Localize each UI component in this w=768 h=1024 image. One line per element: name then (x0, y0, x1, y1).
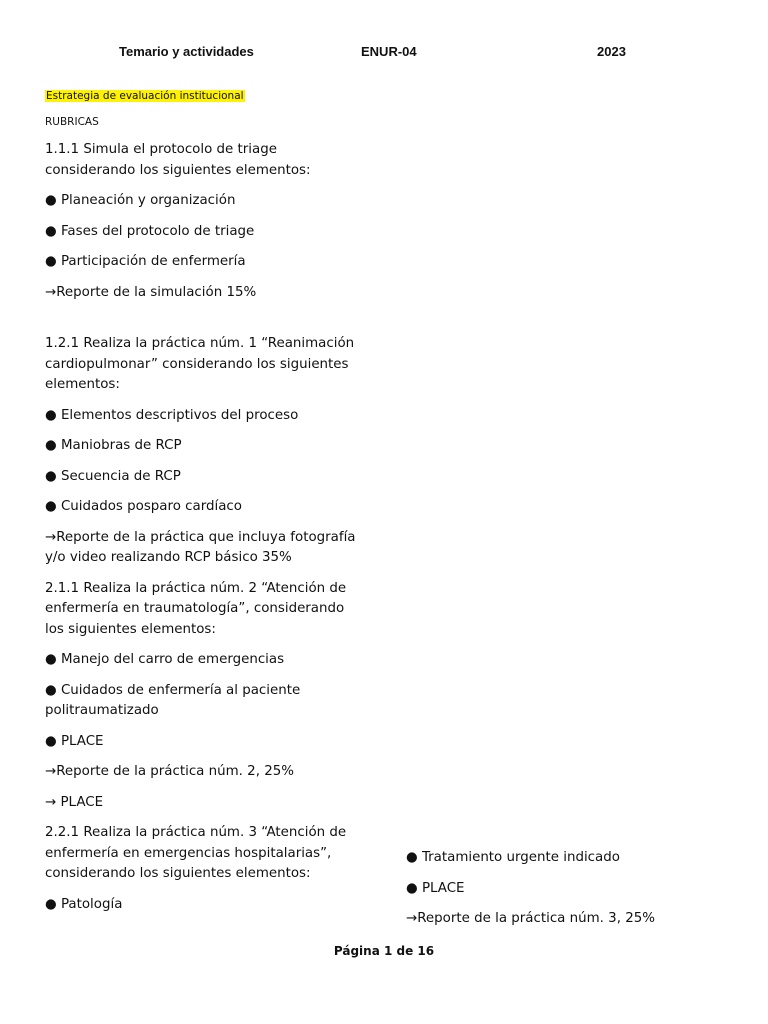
report-item: →Reporte de la simulación 15% (45, 284, 257, 300)
right-column (406, 848, 736, 930)
header-title: Temario y actividades (119, 44, 254, 59)
activity-paragraph: 2.2.1 Realiza la práctica núm. 3 “Atención de enfermería en emergencias hospitalarias”, considerando los siguientes elementos: (45, 825, 347, 881)
section-tag-highlight: Estrategia de evaluación institucional (46, 90, 244, 102)
bullet-item: ● Planeación y organización (45, 193, 236, 208)
bullet-item: ● Manejo del carro de emergencias (45, 652, 285, 667)
bullet-item: ● Elementos descriptivos del proceso (45, 407, 299, 423)
activity-paragraph: 1.2.1 Realiza la práctica núm. 1 “Reanimación cardiopulmonar” considerando los siguientes elementos: (45, 336, 355, 392)
bullet-item: ● PLACE (406, 880, 465, 896)
bullet-item: ● Participación de enfermería (45, 254, 246, 269)
rubricas-label: RUBRICAS (45, 116, 99, 128)
report-item: →Reporte de la práctica núm. 3, 25% (406, 911, 655, 926)
report-item: → PLACE (45, 794, 104, 810)
report-item: →Reporte de la práctica núm. 2, 25% (45, 764, 294, 779)
left-column (45, 140, 365, 915)
activity-paragraph: 2.1.1 Realiza la práctica núm. 2 “Atención de enfermería en traumatología”, considerando los siguientes elementos: (45, 580, 347, 637)
bullet-item: ● Patología (45, 896, 123, 912)
header-year: 2023 (597, 44, 626, 59)
bullet-item: ● Fases del protocolo de triage (45, 223, 255, 239)
header-course-code: ENUR-04 (361, 44, 417, 59)
activity-paragraph: 1.1.1 Simula el protocolo de triage considerando los siguientes elementos: (45, 142, 311, 178)
bullet-item: ● Tratamiento urgente indicado (406, 850, 620, 865)
bullet-item: ● PLACE (45, 733, 104, 749)
bullet-item: ● Cuidados de enfermería al paciente politraumatizado (45, 682, 301, 718)
bullet-item: ● Cuidados posparo cardíaco (45, 499, 242, 514)
bullet-item: ● Maniobras de RCP (45, 438, 182, 453)
report-item: →Reporte de la práctica que incluya fotografía y/o video realizando RCP básico 35% (45, 529, 356, 565)
bullet-item: ● Secuencia de RCP (45, 468, 181, 484)
page-number: Página 1 de 16 (333, 944, 435, 958)
